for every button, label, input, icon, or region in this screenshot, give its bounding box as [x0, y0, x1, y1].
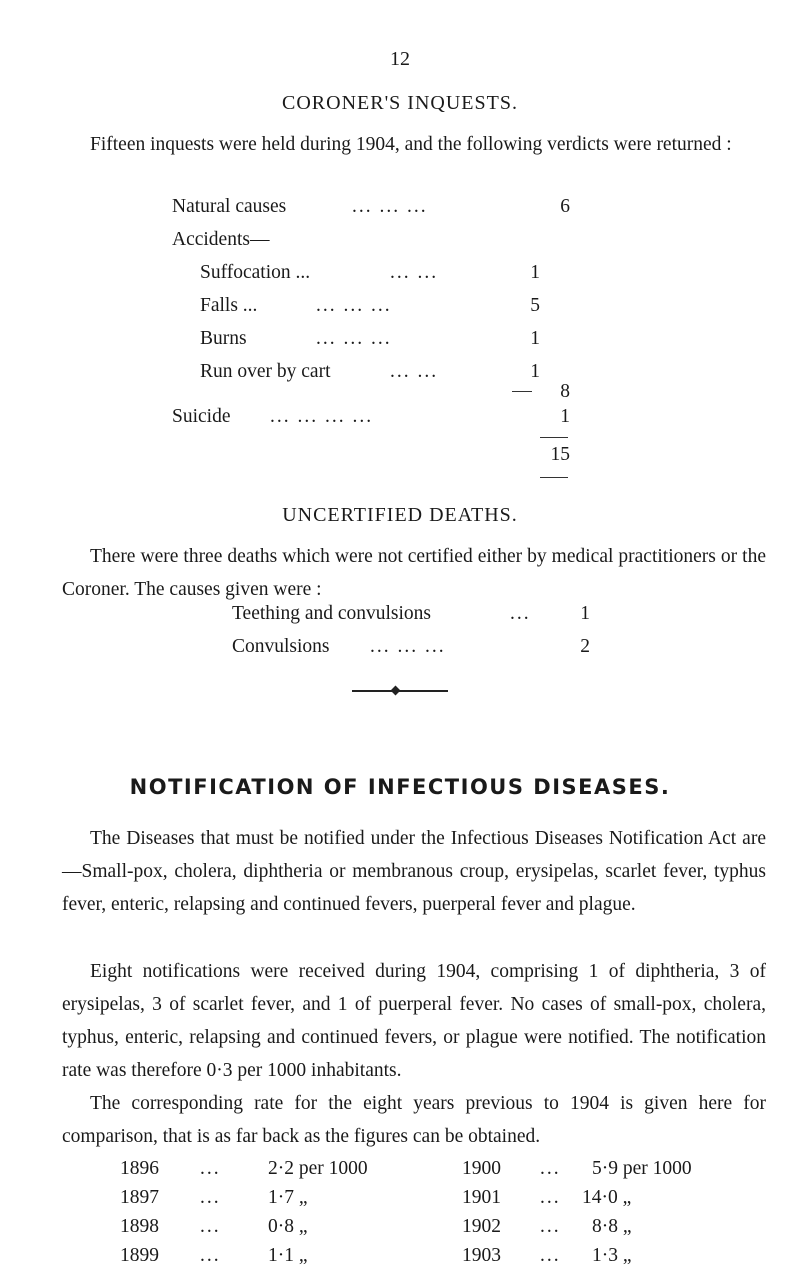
rate-value: 14·0 „	[582, 1187, 632, 1208]
verdict-dots: ... ... ...	[316, 295, 392, 316]
cause-value: 2	[580, 636, 590, 657]
verdict-dots: ... ... ...	[316, 328, 392, 349]
cause-value: 1	[580, 603, 590, 624]
verdict-dots: ... ... ...	[352, 196, 428, 217]
verdict-value: 1	[530, 328, 540, 349]
verdict-label: Falls ...	[200, 295, 258, 316]
verdict-total: 15	[550, 444, 570, 465]
rate-year: 1900	[462, 1158, 501, 1179]
rate-dots: ...	[540, 1187, 561, 1208]
notification-heading: NOTIFICATION OF INFECTIOUS DISEASES.	[129, 775, 671, 799]
rate-value: 5·9 per 1000	[592, 1158, 692, 1179]
total-rule-top	[540, 437, 568, 438]
notification-para-1: The Diseases that must be notified under the Infectious Diseases Notification Act are—Small-pox, cholera, diphtheria or membranous croup, erysipelas, scarlet fever, typhus fever, enteric, relapsing and continued fevers, puerperal fever and plague.	[62, 828, 766, 915]
verdict-label: Suicide	[172, 406, 231, 427]
rate-dots: ...	[200, 1216, 221, 1237]
rate-year: 1897	[120, 1187, 159, 1208]
rate-dots: ...	[200, 1187, 221, 1208]
divider-diamond-icon	[391, 686, 401, 696]
rate-value: 1·1 „	[268, 1245, 308, 1266]
rate-value: 0·8 „	[268, 1216, 308, 1237]
accidents-label: Accidents—	[172, 229, 270, 250]
rate-dots: ...	[540, 1158, 561, 1179]
coroner-intro: Fifteen inquests were held during 1904, and the following verdicts were returned :	[90, 134, 732, 155]
subtotal-rule	[512, 391, 532, 392]
rate-value: 2·2 per 1000	[268, 1158, 368, 1179]
verdict-value: 1	[530, 361, 540, 382]
rate-year: 1903	[462, 1245, 501, 1266]
rate-value: 1·3 „	[592, 1245, 632, 1266]
coroner-heading: CORONER'S INQUESTS.	[282, 92, 518, 114]
rate-value: 1·7 „	[268, 1187, 308, 1208]
cause-label: Convulsions	[232, 636, 330, 657]
verdict-dots: ... ... ... ...	[270, 406, 374, 427]
verdict-value: 1	[530, 262, 540, 283]
cause-dots: ... ... ...	[370, 636, 446, 657]
cause-dots: ...	[510, 603, 531, 624]
rate-year: 1898	[120, 1216, 159, 1237]
verdict-value: 1	[560, 406, 570, 427]
rate-dots: ...	[200, 1158, 221, 1179]
verdict-dots: ... ...	[390, 361, 439, 382]
verdict-label: Natural causes	[172, 196, 287, 217]
rate-dots: ...	[540, 1216, 561, 1237]
rate-year: 1899	[120, 1245, 159, 1266]
rate-year: 1902	[462, 1216, 501, 1237]
rate-year: 1896	[120, 1158, 159, 1179]
page-number: 12	[390, 48, 410, 70]
rate-value: 8·8 „	[592, 1216, 632, 1237]
uncertified-heading: UNCERTIFIED DEATHS.	[282, 504, 518, 526]
accidents-subtotal: 8	[560, 381, 570, 402]
uncertified-intro: There were three deaths which were not certified either by medical practitioners or the Coroner. The causes given were :	[62, 546, 766, 600]
total-rule-bottom	[540, 477, 568, 478]
cause-label: Teething and convulsions	[232, 603, 432, 624]
rate-year: 1901	[462, 1187, 501, 1208]
rate-dots: ...	[200, 1245, 221, 1266]
rate-dots: ...	[540, 1245, 561, 1266]
verdict-label: Suffocation ...	[200, 262, 311, 283]
verdict-value: 5	[530, 295, 540, 316]
verdict-dots: ... ...	[390, 262, 439, 283]
notification-para-2: Eight notifications were received during 1904, comprising 1 of diphtheria, 3 of erysipelas, 3 of scarlet fever, and 1 of puerperal fever. No cases of small-pox, cholera, typhus, enteric, relapsing and continued fevers, or plague were notified. The notification rate was therefore 0·3 per 1000 inhabitants.	[62, 961, 766, 1081]
verdict-label: Run over by cart	[200, 361, 331, 382]
notification-para-3: The corresponding rate for the eight years previous to 1904 is given here for comparison, that is as far back as the figures can be obtained.	[62, 1093, 766, 1147]
verdict-label: Burns	[200, 328, 247, 349]
verdict-value: 6	[560, 196, 570, 217]
